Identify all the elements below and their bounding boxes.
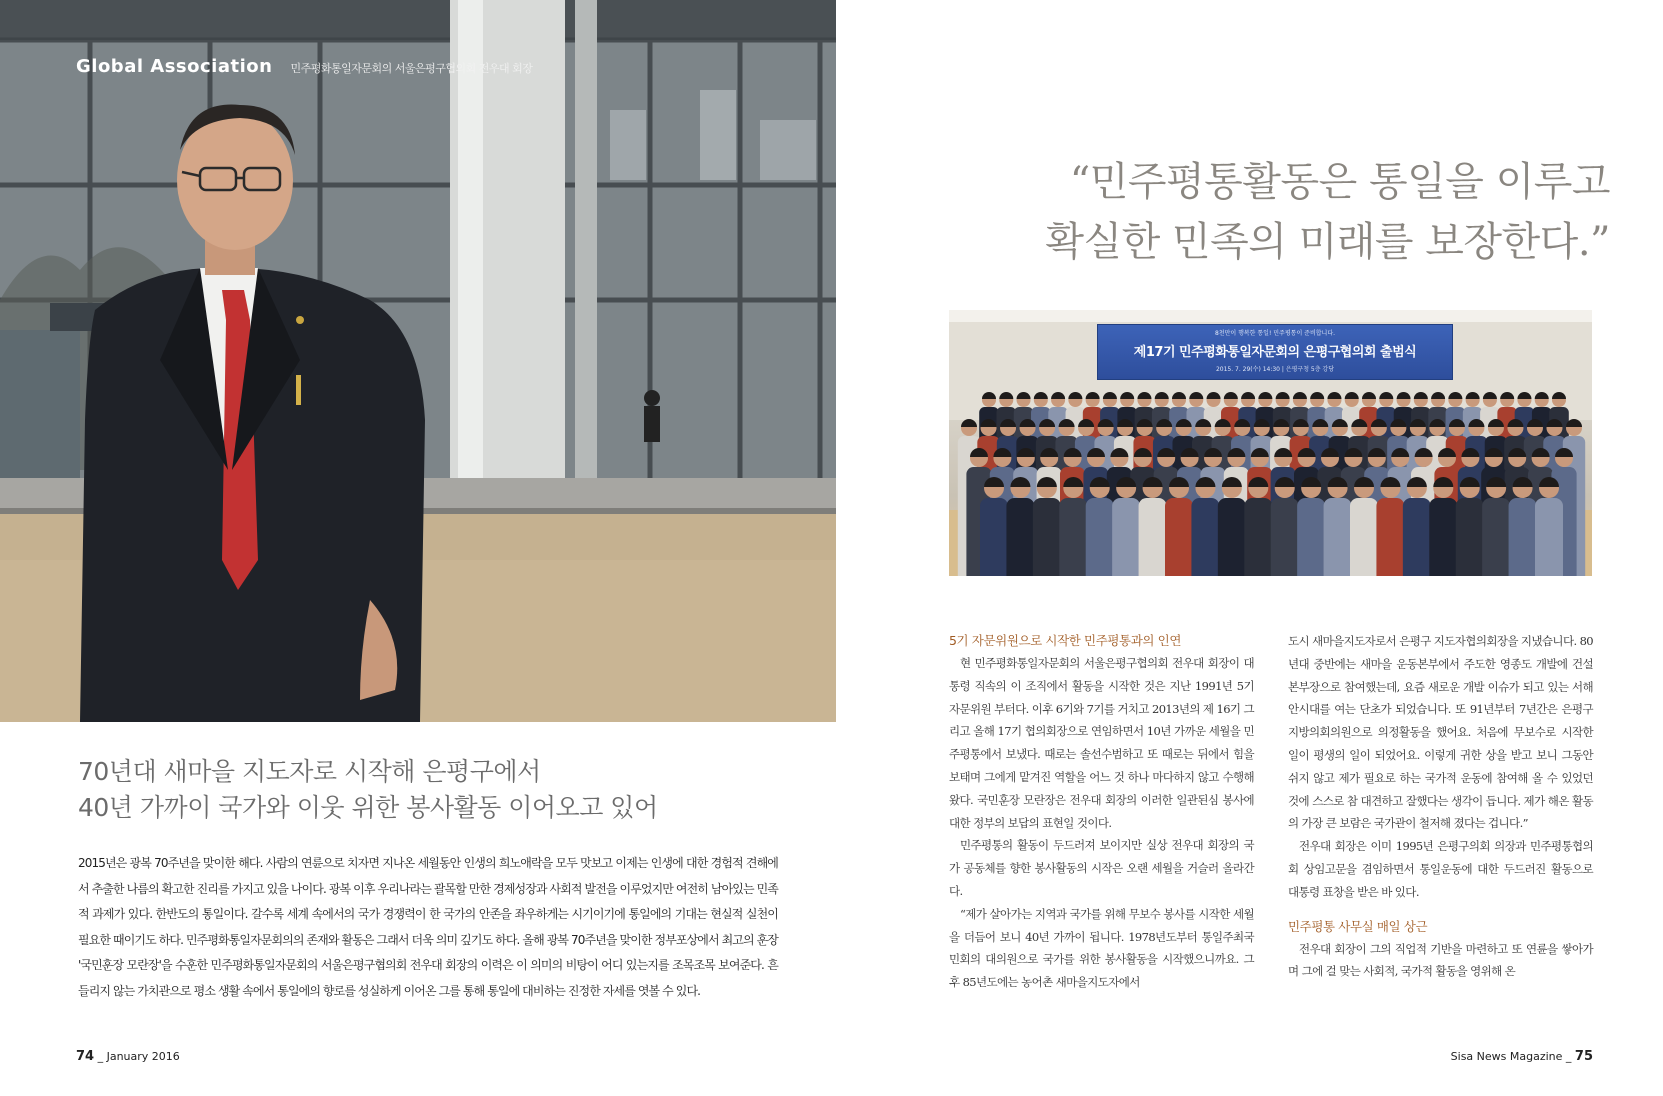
attendee-body xyxy=(1191,498,1219,576)
right-page-number: 75 xyxy=(1574,1049,1593,1064)
section-subtitle: 민주평화통일자문회의 서울은평구협의회 전우대 회장 xyxy=(290,62,533,75)
attendee-body xyxy=(1086,498,1114,576)
article-subheadline xyxy=(78,754,778,826)
body-column-1 xyxy=(949,630,1254,994)
banner-info: 2015. 7. 29(수) 14:30 | 은평구청 5층 강당 xyxy=(1215,366,1335,373)
attendee-body xyxy=(1456,498,1484,576)
attendee-body xyxy=(1324,498,1352,576)
banner-title: 제17기 민주평화통일자문회의 은평구협의회 출범식 xyxy=(1133,345,1417,360)
body-paragraph: “제가 살아가는 지역과 국가를 위해 무보수 봉사를 시작한 세월을 더듬어 보니 40년 가까이 됩니다. 1978년도부터 통일주최국민회의 대의원으로 국가를 위한 봉사활동을 시작했으니까요. 그 후 85년도에는 농어촌 새마을지도자에서 xyxy=(949,906,1254,990)
attendee-body xyxy=(1429,498,1457,576)
attendee-body xyxy=(1482,498,1510,576)
body-paragraph: 전우대 회장이 그의 직업적 기반을 마련하고 또 연륜을 쌓아가며 그에 걸 맞는 사회적, 국가적 활동을 영위해 온 xyxy=(1288,941,1593,979)
attendee-body xyxy=(1403,498,1431,576)
attendee-body xyxy=(1271,498,1299,576)
attendee-body xyxy=(1033,498,1061,576)
body-paragraph: 전우대 회장은 이미 1995년 은평구의회 의장과 민주평통협의회 상임고문을 겸임하면서 통일운동에 대한 두드러진 활동으로 대통령 표창을 받은 바 있다. xyxy=(1288,839,1593,899)
body-paragraph: 민주평통의 활동이 두드러져 보이지만 실상 전우대 회장의 국가 공동체를 향한 봉사활동의 시작은 오랜 세월을 거슬러 올라간다. xyxy=(949,838,1254,898)
left-page-number: 74 xyxy=(76,1049,95,1064)
banner-slogan: 8천만이 행복한 통일! 민주평통이 준비합니다. xyxy=(1214,330,1336,337)
attendee-body xyxy=(1006,498,1034,576)
attendee-body xyxy=(1376,498,1404,576)
group-photo xyxy=(949,310,1592,576)
section-heading-2: 민주평통 사무실 매일 상근 xyxy=(1288,918,1428,934)
cover-photo xyxy=(0,0,836,722)
pull-quote-line-1: “민주평통활동은 통일을 이루고 xyxy=(1069,159,1610,205)
attendee-body xyxy=(1139,498,1167,576)
attendee-body xyxy=(1535,498,1563,576)
paragraph-gap xyxy=(1288,904,1593,916)
event-banner xyxy=(1097,324,1453,380)
attendee-body xyxy=(980,498,1008,576)
attendee-body xyxy=(1350,498,1378,576)
section-heading-1: 5기 자문위원으로 시작한 민주평통과의 인연 xyxy=(949,633,1181,648)
attendee-hair xyxy=(961,419,977,427)
subheadline-line-1: 70년대 새마을 지도자로 시작해 은평구에서 xyxy=(78,757,541,786)
attendee-body xyxy=(1297,498,1325,576)
body-column-2 xyxy=(1288,630,1593,983)
left-page-folio xyxy=(76,1049,180,1064)
lead-paragraph: 2015년은 광복 70주년을 맞이한 해다. 사람의 연륜으로 치자면 지나온 세월동안 인생의 희노애락을 모두 맛보고 이제는 인생에 대한 경험적 견해에서 추출한 나름의 확고한 진리를 가지고 있을 나이다. 광복 이후 우리나라는 괄목할 만한 경제성장과 사회적 발전을 이루었지만 여전히 남아있는 민족적 과제가 있다. 한반도의 통일이다. 갈수록 세계 속에서의 국가 경쟁력이 한 국가의 안존을 좌우하게는 시기이기에 통일에의 기대는 현실적 실천이 필요한 때이기도 하다. 민주평화통일자문회의의 존재와 활동은 그래서 더욱 의미 깊기도 하다. 올해 광복 70주년을 맞이한 정부포상에서 최고의 훈장 '국민훈장 모란장'을 수훈한 민주평화통일자문회의 서울은평구협의회 전우대 회장의 이력은 이 의미의 비탕이 어디 있는지를 조목조목 보여준다. 흔들리지 않는 가치관으로 평소 생활 속에서 통일에의 향로를 성실하게 이어온 그를 통해 통일에 대비하는 진정한 자세를 엿볼 수 있다. xyxy=(78,856,778,998)
body-paragraph: 현 민주평화통일자문회의 서울은평구협의회 전우대 회장이 대통령 직속의 이 조직에서 활동을 시작한 것은 지난 1991년 5기 자문위원 부터다. 이후 6기와 7기를 거치고 2013년의 제 16기 그리고 올해 17기 협의회장으로 연임하면서 10년 가까운 세월을 민주평통에서 보냈다. 때로는 솔선수범하고 또 때로는 뒤에서 힘을 보태며 그에게 맡겨진 역할을 어느 것 하나 마다하지 않고 수행해 왔다. 국민훈장 모란장은 전우대 회장의 이러한 일관된심 봉사에 대한 정부의 보답의 표현일 것이다. xyxy=(949,656,1254,830)
magazine-name: Sisa News Magazine _ xyxy=(1450,1050,1572,1063)
body-paragraph: 도시 새마을지도자로서 은평구 지도자협의회장을 지냈습니다. 80년대 중반에는 새마을 운동본부에서 주도한 영종도 개발에 건설 본부장으로 참여했는데, 요즘 새로운 개발 이슈가 되고 있는 서해안시대를 여는 단초가 되었습니다. 또 91년부터 7년간은 은평구 지방의회의원으로 의정활동을 했어요. 처음에 무보수로 시작한 일이 평생의 일이 되었어요. 이렇게 귀한 상을 받고 보니 그동안 쉬지 않고 제가 필요로 하는 국가적 운동에 참여해 올 수 있었던 것에 스스로 참 대견하고 잘했다는 생각이 듭니다. 제가 해온 활동의 가장 큰 보람은 국가관이 철저해 졌다는 겁니다.” xyxy=(1288,634,1593,831)
subheadline-line-2: 40년 가까이 국가와 이웃 위한 봉사활동 이어오고 있어 xyxy=(78,793,658,822)
right-page-folio xyxy=(1451,1049,1593,1064)
attendee-body xyxy=(1112,498,1140,576)
section-header xyxy=(76,56,532,77)
pull-quote xyxy=(930,152,1610,272)
attendee-body xyxy=(1165,498,1193,576)
attendee-body xyxy=(1059,498,1087,576)
section-title: Global Association xyxy=(76,56,273,77)
attendee-body xyxy=(1509,498,1537,576)
attendee-body xyxy=(1244,498,1272,576)
pull-quote-line-2: 확실한 민족의 미래를 보장한다.” xyxy=(1045,219,1610,265)
building-scene xyxy=(0,0,836,722)
attendee-body xyxy=(1218,498,1246,576)
issue-date: _ January 2016 xyxy=(97,1050,180,1063)
crowd xyxy=(958,392,1585,576)
